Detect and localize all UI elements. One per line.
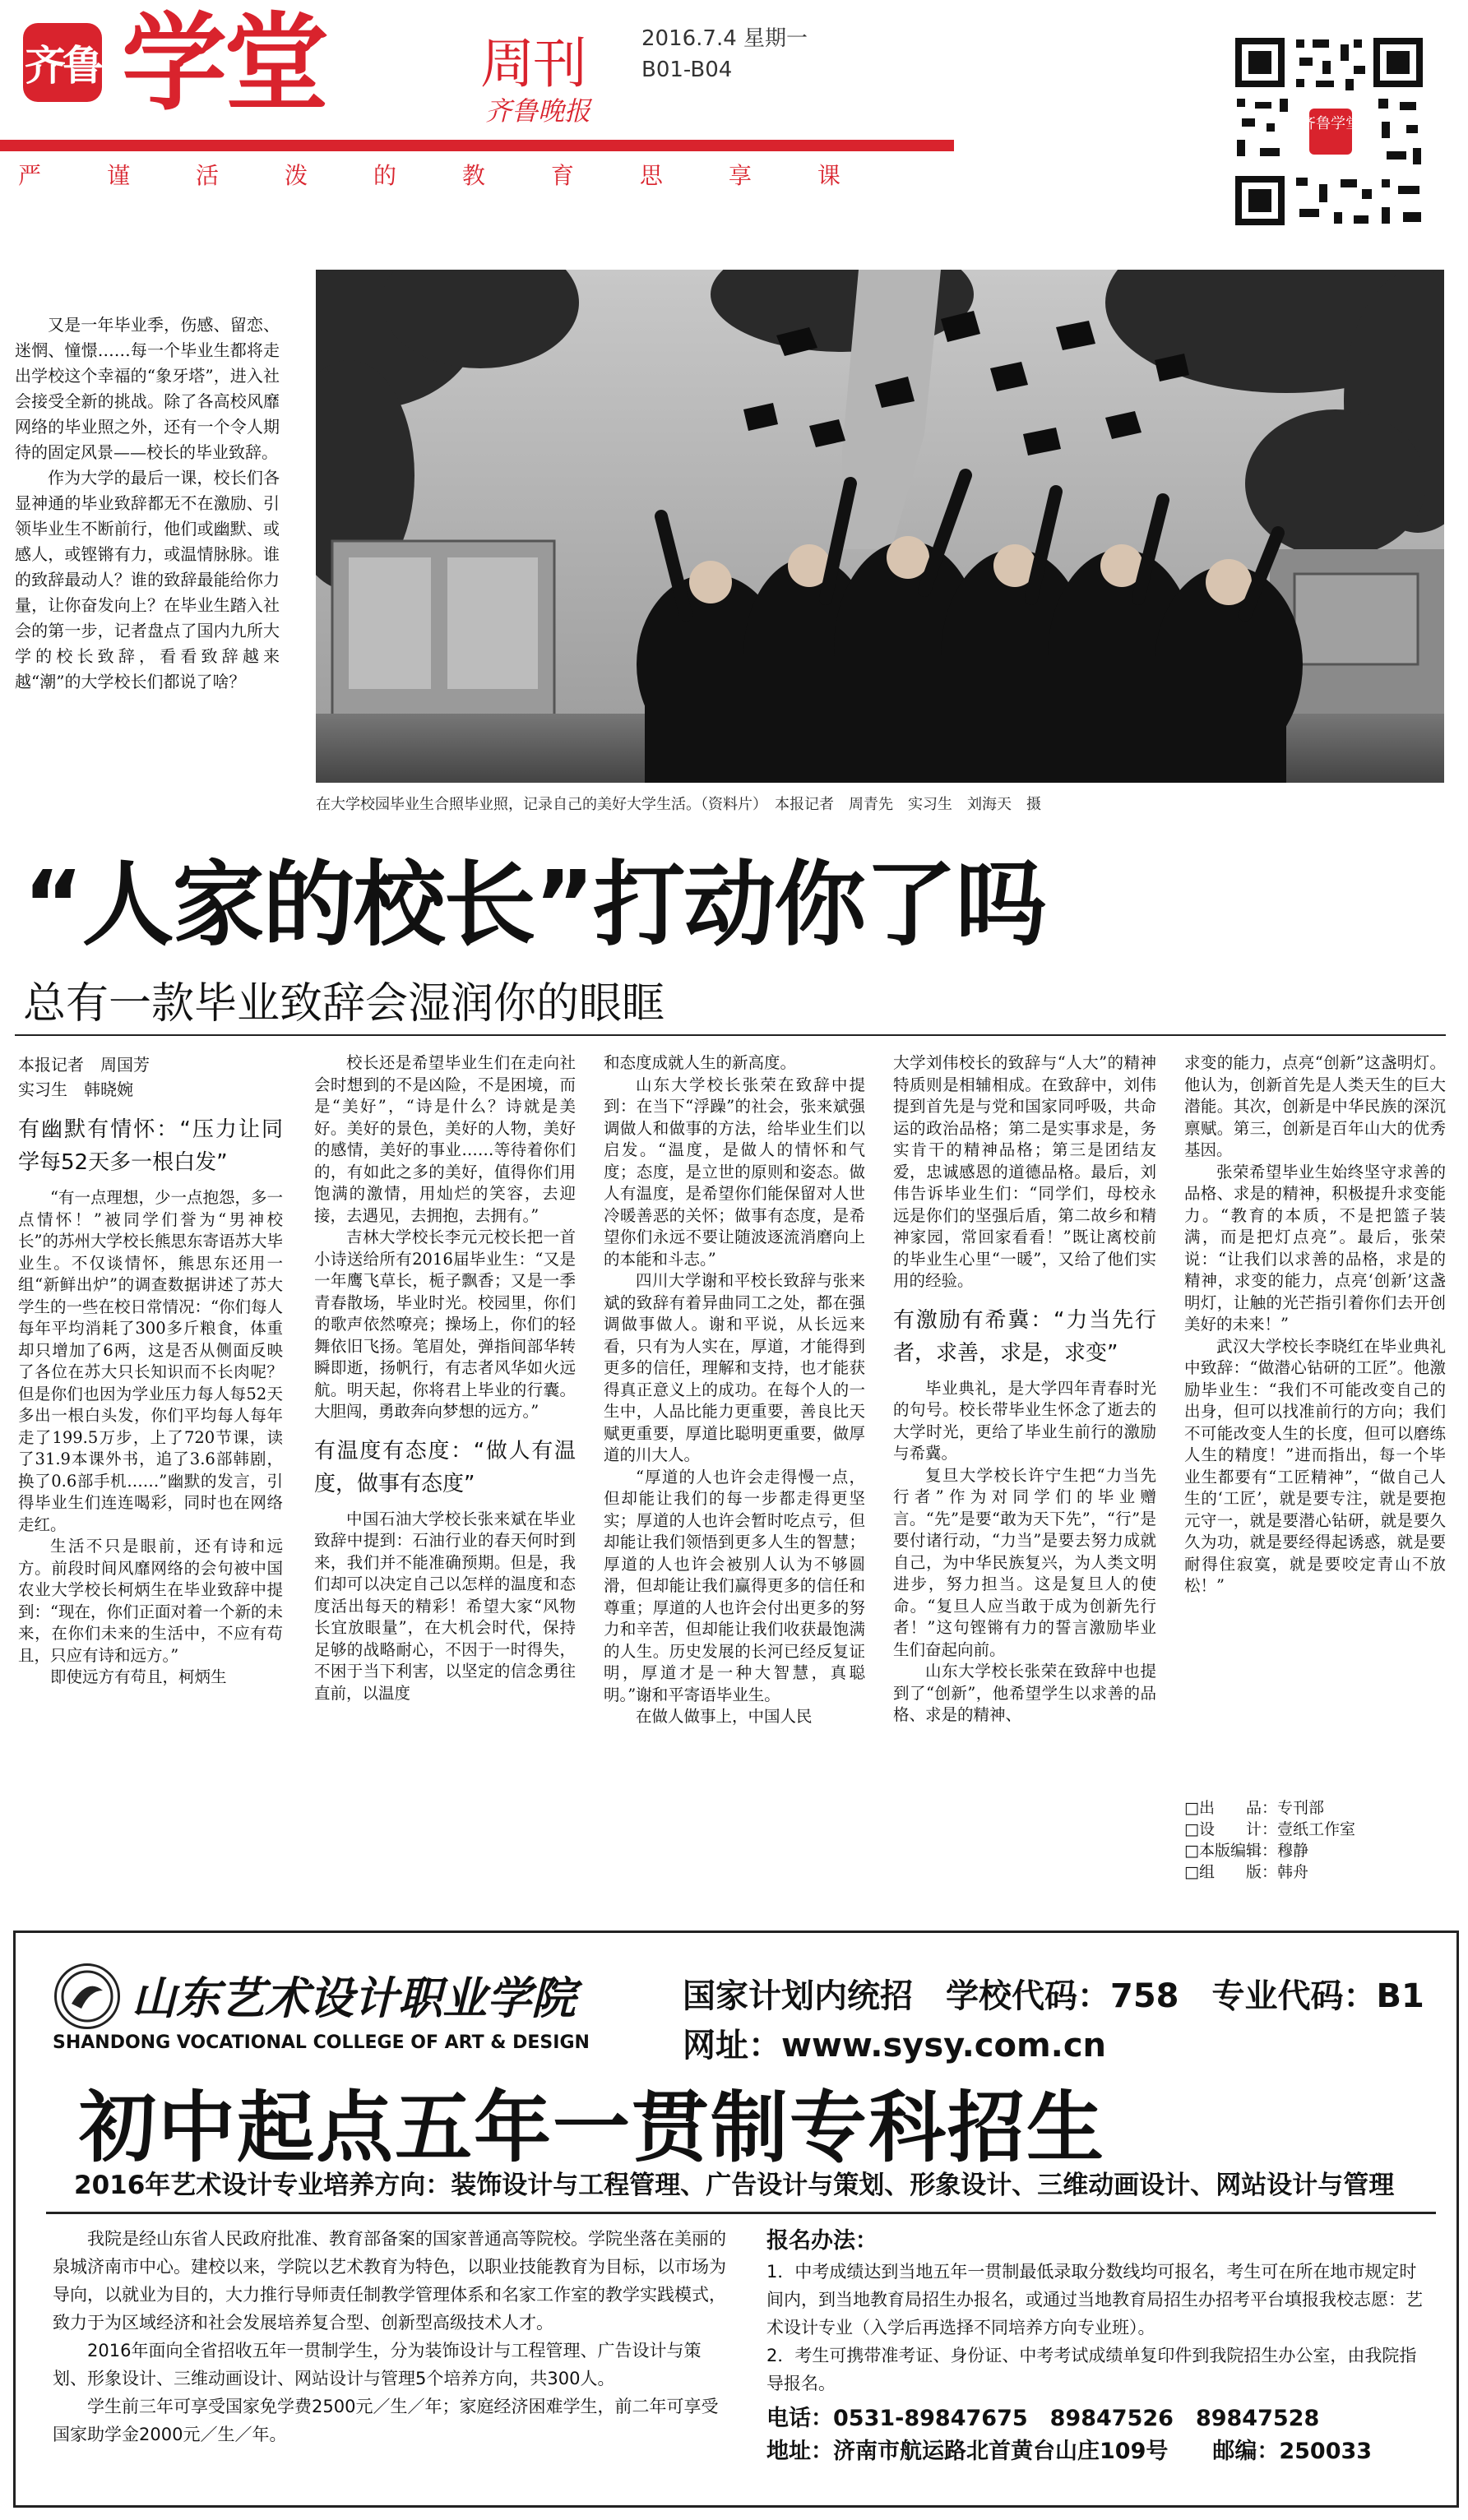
article-column-4: 大学刘伟校长的致辞与“人大”的精神特质则是相辅相成。在致辞中，刘伟提到首先是与党和国家同呼吸，共命运的政治品格；第二是实事求是，务实肯干的精神品格；第三是团结友爱，忠诚感恩的道德品格。最后，刘伟告诉毕业生们：“同学们，母校永远是你们的坚强后盾，第二故乡和精神家园，常回家看看！”既让离校前的毕业生心里“一暖”，又给了他们实用的经验。 有激励有希冀：“力当先行者，求善，求是，求变” 毕业典礼，是大学四年青春时光的句号。校长带毕业生怀念了逝去的大学时光，更给了毕业生前行的激励与希冀。 复旦大学校长许宁生把“力当先行者”作为对同学们的毕业赠言。“先”是要“敢为天下先”，“行”是要付诸行动，“力当”是要去努力成就自己，为中华民族复兴，为人类文明进步，努力担当。这是复旦人的使命。“复旦人应当敢于成为创新先行者！”这句铿锵有力的誓言激励毕业生们奋起向前。 山东大学校长张荣在致辞中也提到了“创新”，他希望学生以求善的品格、求是的精神、 bbox=[893, 1053, 1156, 1724]
section-title: 学堂 bbox=[122, 2, 326, 125]
page-credits: □出 品：专刊部 □设 计：壹纸工作室 □本版编辑：穆静 □组 版：韩舟 bbox=[1184, 1799, 1355, 1881]
qr-code[interactable] bbox=[1230, 33, 1428, 230]
article-column-5: 求变的能力，点亮“创新”这盏明灯。他认为，创新首先是人类天生的巨大潜能。其次，创新是中华民族的深沉禀赋。第三，创新是百年山大的优秀基因。 张荣希望毕业生始终坚守求善的品格、求是的精神，积极提升求变能力。“教育的本质，不是把篮子装满，而是把灯点亮”。最后，张荣说：“让我们以求善的品格，求是的精神，求变的能力，点亮‘创新’这盏明灯，让触的光芒指引着你们去开创美好的未来！” 武汉大学校长李晓红在毕业典礼中致辞：“做潜心钻研的工匠”。他激励毕业生：“我们不可能改变自己的出身，但可以找准前行的方向；我们不可能改变人生的长度，但可以磨练人生的精度！”进而指出，每一个毕业生都要有“工匠精神”，“做自己人生的‘工匠’，就是要专注，就是要抱元守一，就是要潜心钻研，就是要久久为功，就是要经得起诱惑，就是要耐得住寂寞，就是要咬定青山不放松！” bbox=[1184, 1053, 1446, 1595]
enrollment-codes: 国家计划内统招 学校代码：758 专业代码：B1 bbox=[683, 1977, 1424, 2015]
graduation-photo bbox=[316, 270, 1444, 783]
ad-phone: 电话：0531-89847675 89847526 89847528 bbox=[766, 2406, 1320, 2431]
ad-description: 我院是经山东省人民政府批准、教育部备案的国家普通高等院校。学院坐落在美丽的泉城济南市中心。建校以来，学院以艺术教育为特色，以职业技能教育为目标，以市场为导向，以就业为目的，大力推行导师责任制教学管理体系和名家工作室的教学实践模式，致力于为区域经济和社会发展培养复合型、创新型高级技术人才。 2016年面向全省招收五年一贯制学生，分为装饰设计与工程管理、广告设计与策划、形象设计、三维动画设计、网站设计与管理5个培养方向，共300人。 学生前三年可享受国家免学费2500元／生／年；家庭经济困难学生，前二年可享受国家助学金2000元／生／年。 bbox=[53, 2229, 726, 2444]
ad-title: 初中起点五年一贯制专科招生 bbox=[79, 2083, 1106, 2173]
intro-text: 又是一年毕业季，伤感、留恋、迷惘、憧憬……每一个毕业生都将走出学校这个幸福的“象牙塔”，进入社会接受全新的挑战。除了各高校风靡网络的毕业照之外，还有一个令人期待的固定风景——校长的毕业致辞。 作为大学的最后一课，校长们各显神通的毕业致辞都无不在激励、引领毕业生不断前行，他们或幽默、或感人，或铿锵有力，或温情脉脉。谁的致辞最动人？谁的致辞最能给你力量，让你奋发向上？在毕业生踏入社会的第一步，记者盘点了国内九所大学的校长致辞，看看致辞越来越“潮”的大学校长们都说了啥？ bbox=[15, 315, 280, 691]
section-heading-encourage: 有激励有希冀：“力当先行者，求善，求是，求变” bbox=[893, 1307, 1156, 1366]
issue-date: 2016.7.4 星期一 bbox=[641, 26, 808, 51]
paper-name: 齐鲁晚报 bbox=[485, 95, 591, 127]
college-name-en: SHANDONG VOCATIONAL COLLEGE OF ART & DESIGN bbox=[53, 2032, 590, 2053]
issue-pages: B01-B04 bbox=[641, 58, 733, 82]
article-column-3: 和态度成就人生的新高度。 山东大学校长张荣在致辞中提到：在当下“浮躁”的社会，张来斌强调做人和做事的方法，给毕业生们以启发。“温度，是做人的情怀和气度；态度，是立世的原则和姿态。做人有温度，是希望你们能保留对人世冷暖善恶的关怀；做事有态度，是希望你们永远不要让随波逐流消磨向上的本能和斗志。” 四川大学谢和平校长致辞与张来斌的致辞有着异曲同工之处，都在强调做事做人。谢和平说，从长远来看，只有为人实在，厚道，才能得到更多的信任，理解和支持，也才能获得真正意义上的成功。在每个人的一生中，人品比能力更重要，善良比天赋更重要，厚道比聪明更重要，做厚道的川大人。 “厚道的人也许会走得慢一点，但却能让我们的每一步都走得更坚实；厚道的人也许会暂时吃点亏，但却能让我们领悟到更多人生的智慧；厚道的人也许会被别人认为不够圆滑，但却能让我们赢得更多的信任和尊重；厚道的人也许会付出更多的努力和辛苦，但却能让我们收获最饱满的人生。历史发展的长河已经反复证明，厚道才是一种大智慧，真聪明。”谢和平寄语毕业生。 在做人做事上，中国人民 bbox=[604, 1053, 865, 1726]
registration-heading: 报名办法： bbox=[766, 2228, 878, 2254]
qr-center-text: 齐鲁学堂 bbox=[1301, 115, 1360, 132]
paper-seal-logo: 齐鲁 bbox=[23, 23, 102, 102]
byline: 本报记者 周国芳 实习生 韩晓婉 bbox=[18, 1055, 150, 1099]
college-logo-icon bbox=[54, 1963, 120, 2029]
headline: “人家的校长”打动你了吗 bbox=[23, 852, 1046, 959]
college-name: 山东艺术设计职业学院 bbox=[132, 1972, 576, 2024]
ad-divider bbox=[46, 2212, 1436, 2214]
headline-rule bbox=[15, 1034, 1446, 1036]
ad-address: 地址：济南市航运路北首黄台山庄109号 邮编：250033 bbox=[766, 2439, 1373, 2464]
weekly-label: 周刊 bbox=[480, 32, 586, 95]
ad-directions: 2016年艺术设计专业培养方向：装饰设计与工程管理、广告设计与策划、形象设计、三维动画设计、网站设计与管理 bbox=[74, 2171, 1395, 2200]
masthead-bar bbox=[0, 140, 954, 151]
issue-info bbox=[641, 23, 808, 86]
section-heading-warmth: 有温度有态度：“做人有温度，做事有态度” bbox=[314, 1438, 576, 1496]
photo-caption: 在大学校园毕业生合照毕业照，记录自己的美好大学生活。（资料片） 本报记者 周青先 实习生 刘海天 摄 bbox=[316, 796, 1041, 813]
article-column-2: 校长还是希望毕业生们在走向社会时想到的不是凶险，不是困境，而是“美好”，“诗是什么？诗就是美好。美好的景色，美好的人物，美好的感情，美好的事业……等待着你们的，有如此之多的美好，值得你们用饱满的激情，用灿烂的笑容，去迎接，去遇见，去拥抱，去拥有。” 吉林大学校长李元元校长把一首小诗送给所有2016届毕业生：“又是一年鹰飞草长，栀子飘香；又是一季青春散场，毕业时光。校园里，你们的歌声依然嘹亮；操场上，你们的轻舞依旧飞扬。笔眉处，弹指间部华转瞬即逝，扬帆行，有志者风华如火远航。明天起，你将君上毕业的行囊。大胆闯，勇敢奔向梦想的远方。” 有温度有态度：“做人有温度，做事有态度” 中国石油大学校长张来斌在毕业致辞中提到：石油行业的春天何时到来，我们并不能准确预期。但是，我们却可以决定自己以怎样的温度和态度活出每天的精彩！希望大家“风物长宜放眼量”，在大机会时代，保持足够的战略耐心，不因于一时得失，不困于当下利害，以坚定的信念勇往直前，以温度 bbox=[314, 1053, 576, 1703]
slogan: 严 谨 活 泼 的 教 育 思 享 课 bbox=[18, 162, 841, 189]
article-column-1: 本报记者 周国芳 实习生 韩晓婉 有幽默有情怀：“压力让同学每52天多一根白发” “有一点理想，少一点抱怨，多一点情怀！”被同学们誉为“男神校长”的苏州大学校长熊思东寄语苏大毕业生。不仅谈情怀，熊思东还用一组“新鲜出炉”的调查数据讲述了苏大学生的一些在校日常情况：“你们每人每年平均消耗了300多斤粮食，体重却只增加了6两，这是否从侧面反映了各位在苏大只长知识而不长肉呢？但是你们也因为学业压力每人每52天多出一根白头发，你们平均每人每年走了199.5万步，上了720节课，读了31.9本课外书，追了3.6部韩剧，换了0.6部手机……”幽默的发言，引得毕业生们连连喝彩，同时也在网络走红。 生活不只是眼前，还有诗和远方。前段时间风靡网络的会句被中国农业大学校长柯炳生在毕业致辞中提到：“现在，你们正面对着一个新的未来，在你们未来的生活中，不应有苟且，只应有诗和远方。” 即使远方有苟且，柯炳生 bbox=[18, 1052, 283, 1689]
ad-registration: 报名办法： 1．中考成绩达到当地五年一贯制最低录取分数线均可报名，考生可在所在地市规定时间内，到当地教育局招生办报名，或通过当地教育局招生办招考平台填报我校志愿：艺术设计专业（入学后再选择不同培养方向专业班）。 2．考生可携带准考证、身份证、中考考试成绩单复印件到我院招生办公室，由我院指导报名。 电话：0531-89847675 89847526 89847528 地址：济南市航运路北首黄台山庄109号 邮编：250033 bbox=[766, 2225, 1424, 2468]
college-website[interactable]: 网址：www.sysy.com.cn bbox=[683, 2027, 1107, 2065]
section-heading-humor: 有幽默有情怀：“压力让同学每52天多一根白发” bbox=[18, 1117, 283, 1175]
subheadline: 总有一款毕业致辞会湿润你的眼眶 bbox=[23, 979, 665, 1029]
